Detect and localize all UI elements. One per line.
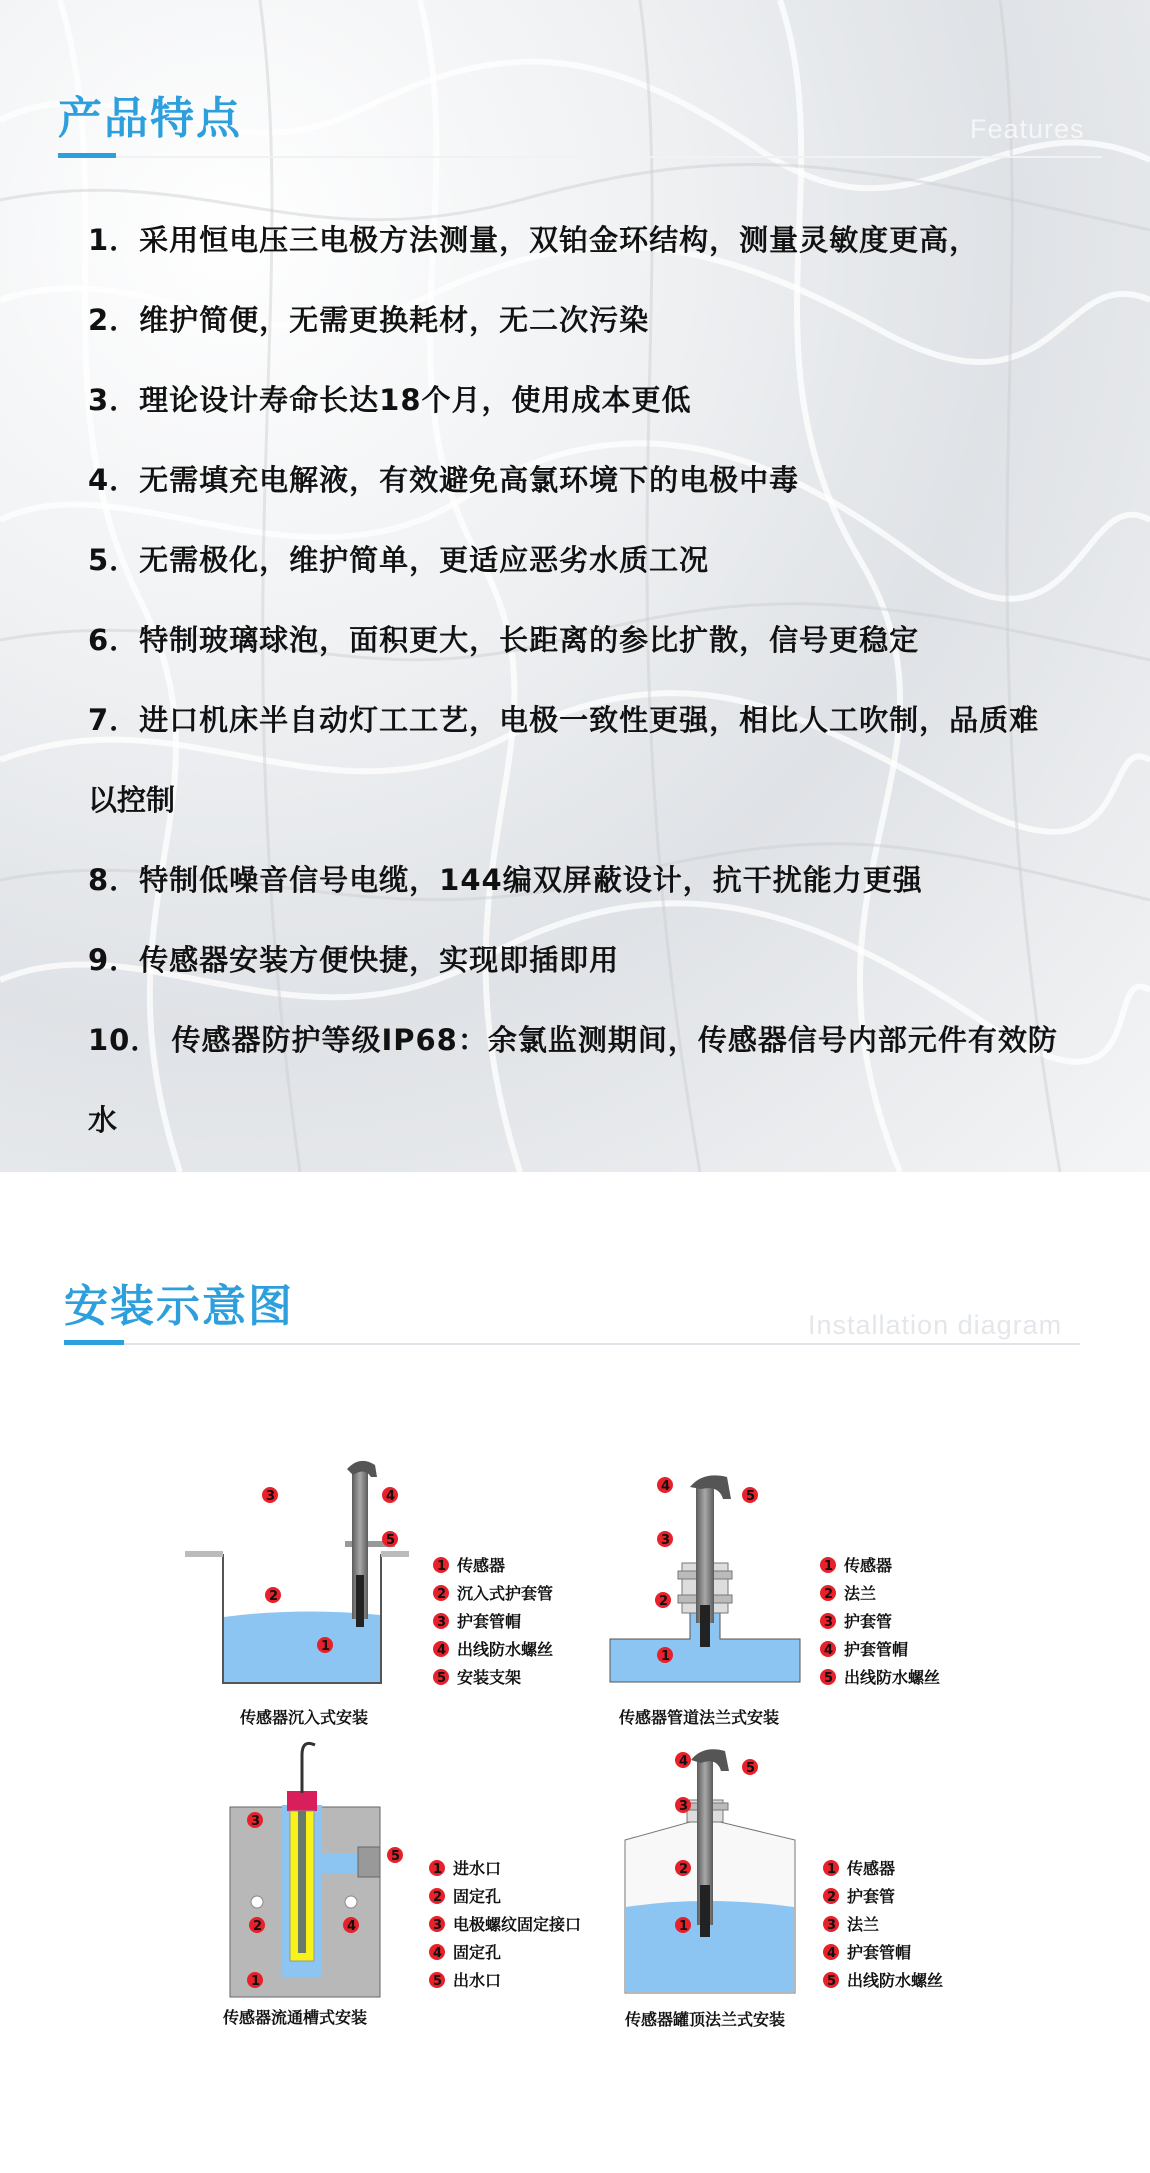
svg-text:法兰: 法兰 [847,1915,880,1934]
svg-text:护套管帽: 护套管帽 [457,1612,522,1631]
svg-text:2: 2 [824,1587,834,1602]
svg-text:3: 3 [251,1814,261,1829]
svg-text:3: 3 [661,1533,671,1548]
svg-text:4: 4 [437,1643,447,1658]
svg-text:护套管: 护套管 [844,1612,893,1631]
svg-text:3: 3 [679,1799,689,1814]
svg-text:护套管帽: 护套管帽 [844,1640,909,1659]
features-title-underline [58,153,116,158]
installation-divider [64,1343,1080,1345]
caption-flow-cell: 传感器流通槽式安装 [223,2008,368,2027]
diagram-tank-flange [624,1749,943,2029]
features-title: 产品特点 [58,93,242,144]
svg-text:护套管: 护套管 [847,1887,896,1906]
svg-text:2: 2 [253,1919,263,1934]
installation-title: 安装示意图 [64,1281,294,1332]
svg-text:2: 2 [679,1862,689,1877]
feature-item-2: 2．维护简便，无需更换耗材，无二次污染 [88,303,650,337]
svg-text:5: 5 [386,1533,396,1548]
svg-text:传感器: 传感器 [457,1556,506,1575]
svg-text:1: 1 [251,1974,261,1989]
legend-tank-flange [823,1859,943,1990]
svg-text:2: 2 [433,1890,443,1905]
diagram-flow-cell [222,1743,581,2027]
svg-text:3: 3 [266,1489,276,1504]
legend-pipe-flange [820,1556,940,1687]
svg-text:2: 2 [827,1890,837,1905]
svg-text:5: 5 [746,1761,756,1776]
svg-text:出线防水螺丝: 出线防水螺丝 [847,1971,944,1990]
svg-text:3: 3 [433,1918,443,1933]
svg-text:出水口: 出水口 [453,1971,502,1990]
installation-diagrams [185,1455,985,2035]
svg-text:2: 2 [659,1594,669,1609]
svg-text:5: 5 [827,1974,837,1989]
feature-item-3: 3．理论设计寿命长达18个月，使用成本更低 [88,383,692,417]
feature-item-10: 10． 传感器防护等级IP68：余氯监测期间，传感器信号内部元件有效防 [88,1023,1058,1057]
caption-tank-flange: 传感器罐顶法兰式安装 [625,2010,786,2029]
caption-pipe-flange: 传感器管道法兰式安装 [619,1708,780,1727]
svg-text:护套管帽: 护套管帽 [847,1943,912,1962]
legend-immersion [433,1556,553,1687]
features-subtitle: Features [970,114,1085,144]
svg-text:4: 4 [347,1919,357,1934]
feature-item-5: 5．无需极化，维护简单，更适应恶劣水质工况 [88,543,710,577]
svg-text:5: 5 [391,1849,401,1864]
svg-text:3: 3 [824,1615,834,1630]
svg-text:固定孔: 固定孔 [453,1943,502,1962]
feature-item-6: 6．特制玻璃球泡，面积更大，长距离的参比扩散，信号更稳定 [88,623,920,657]
feature-item-10-continued: 水 [88,1103,118,1137]
svg-text:安装支架: 安装支架 [457,1668,522,1687]
svg-text:传感器: 传感器 [847,1859,896,1878]
svg-text:4: 4 [433,1946,443,1961]
feature-item-8: 8．特制低噪音信号电缆，144编双屏蔽设计，抗干扰能力更强 [88,863,923,897]
svg-text:3: 3 [437,1615,447,1630]
features-divider [58,156,1102,158]
svg-text:5: 5 [746,1489,756,1504]
svg-text:4: 4 [386,1489,396,1504]
svg-text:固定孔: 固定孔 [453,1887,502,1906]
svg-text:1: 1 [433,1862,443,1877]
svg-text:5: 5 [824,1671,834,1686]
svg-text:1: 1 [824,1559,834,1574]
svg-text:1: 1 [827,1862,837,1877]
svg-text:进水口: 进水口 [453,1859,502,1878]
svg-text:沉入式护套管: 沉入式护套管 [457,1584,554,1603]
feature-item-7-continued: 以控制 [88,783,176,817]
svg-text:电极螺纹固定接口: 电极螺纹固定接口 [453,1915,582,1934]
svg-text:1: 1 [321,1639,331,1654]
caption-immersion: 传感器沉入式安装 [240,1708,369,1727]
feature-item-7: 7．进口机床半自动灯工工艺，电极一致性更强，相比人工吹制，品质难 [88,703,1040,737]
diagram-immersion [185,1461,553,1727]
svg-text:2: 2 [437,1587,447,1602]
svg-text:4: 4 [824,1643,834,1658]
svg-text:4: 4 [827,1946,837,1961]
feature-item-4: 4．无需填充电解液，有效避免高氯环境下的电极中毒 [88,463,800,497]
feature-item-1: 1．采用恒电压三电极方法测量，双铂金环结构，测量灵敏度更高， [88,223,980,257]
installation-subtitle: Installation diagram [808,1310,1063,1340]
svg-text:4: 4 [661,1479,671,1494]
svg-text:2: 2 [269,1589,279,1604]
svg-text:4: 4 [679,1754,689,1769]
svg-text:1: 1 [437,1559,447,1574]
svg-text:出线防水螺丝: 出线防水螺丝 [457,1640,554,1659]
legend-flow-cell [429,1859,581,1990]
feature-item-9: 9．传感器安装方便快捷，实现即插即用 [88,943,620,977]
svg-text:传感器: 传感器 [844,1556,893,1575]
svg-text:3: 3 [827,1918,837,1933]
svg-text:法兰: 法兰 [844,1584,877,1603]
svg-text:1: 1 [661,1649,671,1664]
svg-text:5: 5 [433,1974,443,1989]
diagram-pipe-flange [610,1475,940,1727]
svg-text:出线防水螺丝: 出线防水螺丝 [844,1668,941,1687]
svg-text:1: 1 [679,1919,689,1934]
svg-text:5: 5 [437,1671,447,1686]
installation-title-underline [64,1340,124,1345]
